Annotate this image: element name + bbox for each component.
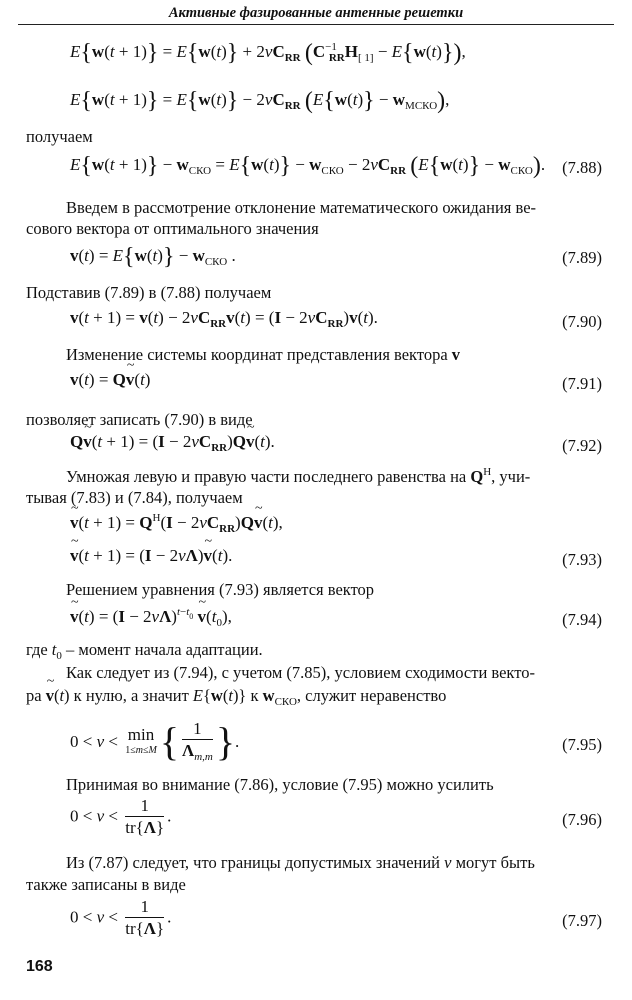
equation-number: (7.90) (562, 312, 602, 331)
equation-7-92: Q~ $v(t + 1) = (I - 2\nu C_{RR})Q\sim$ v(t). (70, 432, 275, 454)
equation-7-97: 0 < ν < $\frac{1}{tr\{\Lambda\}}$ . (70, 897, 172, 938)
text-line: Из (7.87) следует, что границы допустимых значений ν могут быть (66, 853, 535, 872)
text-line: позволяет записать (7.90) в виде (26, 410, 253, 429)
text-line: Введем в рассмотрение отклонение математического ожидания ве- (66, 198, 537, 217)
equation-7-89: $v(t) = E\{w(t)\} - w_{СКО}$ . (70, 244, 236, 270)
equation-7-91: v(t) = Q~ v(t) (70, 370, 150, 390)
equation-number: (7.97) (562, 911, 602, 930)
text-line: Как следует из (7.94), с учетом (7.85), условием сходимости векто- (66, 663, 535, 682)
equation-7-88: $E\{w(t + 1)\} - w_{СКО} = E\{w(t)\} - w_{СКО} - 2\nu C_{RR}$ $(E\{w(t)\} - w_{СКО})$. (70, 153, 546, 179)
equation-7-95: 0 < ν < min 1≤m≤M { $\frac{1}{\Lambda_{m,m}}$ }. (70, 718, 240, 764)
equation-number: (7.94) (562, 610, 602, 629)
text-line: получаем (26, 127, 93, 146)
equation-7-90: $v(t + 1) = v(t) - 2\nu C_{RR}v(t) = (I - 2\nu C_{RR})v(t)$. (70, 308, 378, 330)
running-header: Активные фазированные антенные решетки (18, 2, 614, 25)
text-line: Умножая левую и правую части последнего равенства на $Q^H$, учи- (66, 466, 531, 486)
text-line: сового вектора от оптимального значения (26, 219, 319, 238)
text-line: Изменение системы координат представления вектора v (66, 345, 461, 364)
equation-number: (7.91) (562, 374, 602, 393)
page-number: 168 (26, 958, 53, 975)
equation-number: (7.92) (562, 436, 602, 455)
text-line: также записаны в виде (26, 875, 186, 894)
equation-number: (7.93) (562, 550, 602, 569)
text-line: ра ~ v(t) к нулю, а значит E{w(t)} к $w_{СКО}$, служит неравенство (26, 686, 446, 708)
equation-7-93b: ~ v(t + 1) = (I − 2νΛ)~ v(t). (70, 546, 232, 566)
equation-number: (7.95) (562, 735, 602, 754)
text-line: Принимая во внимание (7.86), условие (7.95) можно усилить (66, 775, 494, 794)
equation-b: $E\{w(t + 1)\} = E\{w(t)\} - 2\nu C_{RR}$ $(E\{w(t)\} - w_{МСКО})$, (70, 88, 450, 114)
equation-7-96: 0 < ν < $\frac{1}{tr\{\Lambda\}}$ . (70, 796, 172, 837)
equation-number: (7.96) (562, 810, 602, 829)
equation-7-93a: ~ $v(t + 1) = Q^H(I$ − $2\nu C_{RR})Q\sim$ v(t), (70, 512, 283, 535)
text-line: Подставив (7.89) в (7.88) получаем (26, 283, 272, 302)
text-line: Решением уравнения (7.93) является вектор (66, 580, 375, 599)
equation-7-94: ~ $v(t) = (I - 2\nu\Lambda)^{t-t_0}$ ~ $v(t_0)$, (70, 606, 232, 629)
equation-a: $E\{w(t + 1)\} = E\{w(t)\} + 2\nu C_{RR}$ $(C^{-1}_{RR}H_{[ 1]} - E\{w(t)\})$, (70, 40, 466, 66)
equation-number: (7.88) (562, 158, 602, 177)
text-line: тывая (7.83) и (7.84), получаем (26, 488, 243, 507)
text-line: где $t_0$ – момент начала адаптации. (26, 640, 263, 662)
equation-number: (7.89) (562, 248, 602, 267)
